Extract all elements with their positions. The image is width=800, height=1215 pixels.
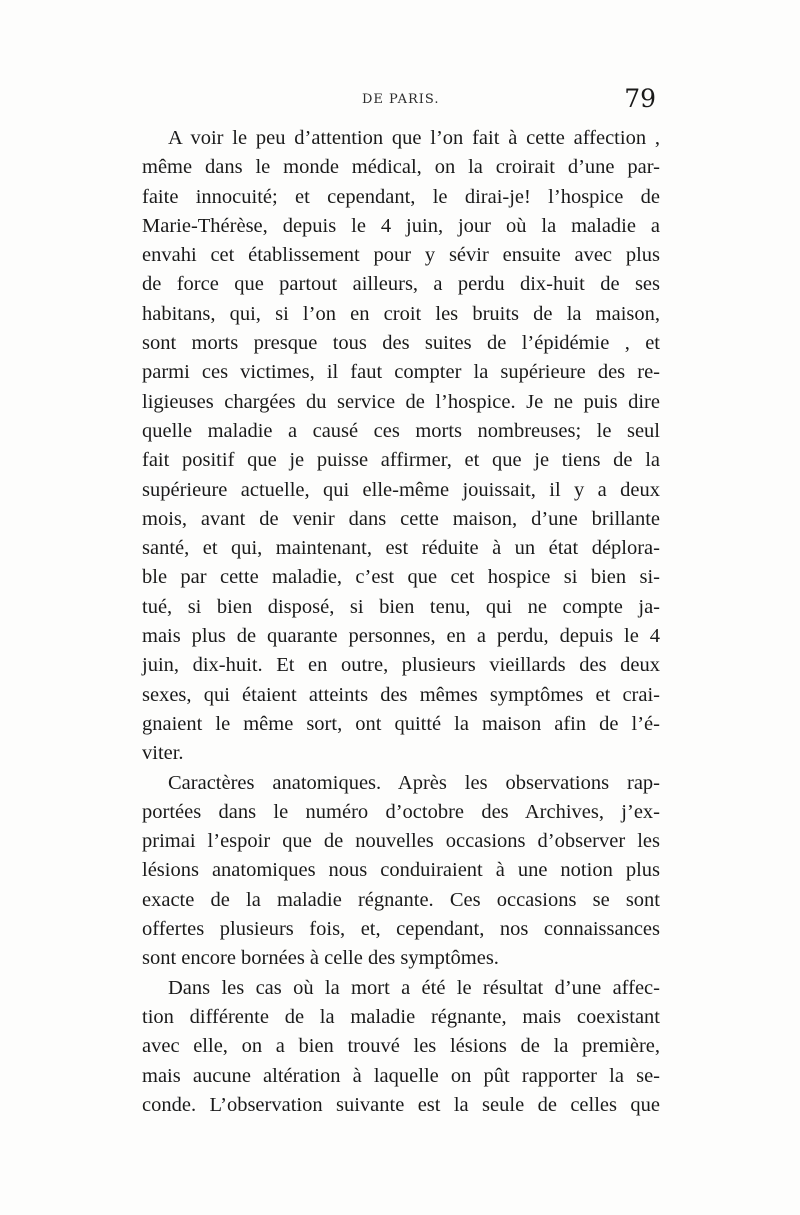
text-line: A voir le peu d’attention que l’on fait à cette affection ,	[168, 127, 660, 149]
text-line: mais aucune altération à laquelle on pût rapporter la se-	[142, 1064, 660, 1087]
text-line: portées dans le numéro d’octobre des Archives, j’ex-	[142, 800, 660, 823]
text-line: mais plus de quarante personnes, en a perdu, depuis le 4	[142, 625, 660, 648]
text-line: habitans, qui, si l’on en croit les bruits de la maison,	[142, 302, 660, 325]
page-number: 79	[624, 84, 656, 113]
text-line: gnaient le même sort, ont quitté la maison afin de l’é-	[142, 712, 660, 735]
text-line: tion différente de la maladie régnante, mais coexistant	[142, 1005, 660, 1028]
text-line: supérieure actuelle, qui elle-même jouissait, il y a deux	[142, 478, 660, 501]
text-line: mois, avant de venir dans cette maison, d’une brillante	[142, 507, 660, 530]
text-line: tué, si bien disposé, si bien tenu, qui ne compte ja-	[142, 595, 660, 618]
text-line: sont encore bornées à celle des symptômes.	[142, 947, 499, 970]
text-line: primai l’espoir que de nouvelles occasions d’observer les	[142, 830, 660, 853]
text-line: sexes, qui étaient atteints des mêmes symptômes et crai-	[142, 683, 660, 706]
text-line: envahi cet établissement pour y sévir ensuite avec plus	[142, 244, 660, 267]
running-head: DE PARIS.	[362, 92, 440, 107]
page-header	[140, 84, 660, 118]
text-line: lésions anatomiques nous conduiraient à une notion plus	[142, 859, 660, 882]
body-text	[142, 124, 660, 1120]
text-line: de force que partout ailleurs, a perdu dix-huit de ses	[142, 273, 660, 296]
text-line: fait positif que je puisse affirmer, et que je tiens de la	[142, 449, 660, 472]
text-line: Dans les cas où la mort a été le résultat d’une affec-	[168, 976, 660, 999]
text-line: sont morts presque tous des suites de l’épidémie , et	[142, 332, 660, 355]
text-line: ligieuses chargées du service de l’hospice. Je ne puis dire	[142, 390, 660, 413]
text-line: avec elle, on a bien trouvé les lésions de la première,	[142, 1035, 660, 1058]
text-line: viter.	[142, 742, 184, 765]
text-line: même dans le monde médical, on la croirait d’une par-	[142, 156, 660, 179]
text-line: quelle maladie a causé ces morts nombreuses; le seul	[142, 419, 660, 442]
text-line: parmi ces victimes, il faut compter la supérieure des re-	[142, 361, 660, 384]
text-line: santé, et qui, maintenant, est réduite à un état déplora-	[142, 537, 660, 560]
text-line: juin, dix-huit. Et en outre, plusieurs vieillards des deux	[142, 654, 660, 677]
text-line: ble par cette maladie, c’est que cet hospice si bien si-	[142, 566, 660, 589]
text-line: offertes plusieurs fois, et, cependant, nos connaissances	[142, 918, 660, 941]
text-line: faite innocuité; et cependant, le dirai-je! l’hospice de	[142, 185, 660, 208]
text-line-section-start: Caractères anatomiques. Après les observations rap-	[168, 771, 660, 794]
text-line: conde. L’observation suivante est la seule de celles que	[142, 1093, 660, 1116]
text-line: exacte de la maladie régnante. Ces occasions se sont	[142, 888, 660, 911]
text-line: Marie-Thérèse, depuis le 4 juin, jour où la maladie a	[142, 214, 660, 237]
